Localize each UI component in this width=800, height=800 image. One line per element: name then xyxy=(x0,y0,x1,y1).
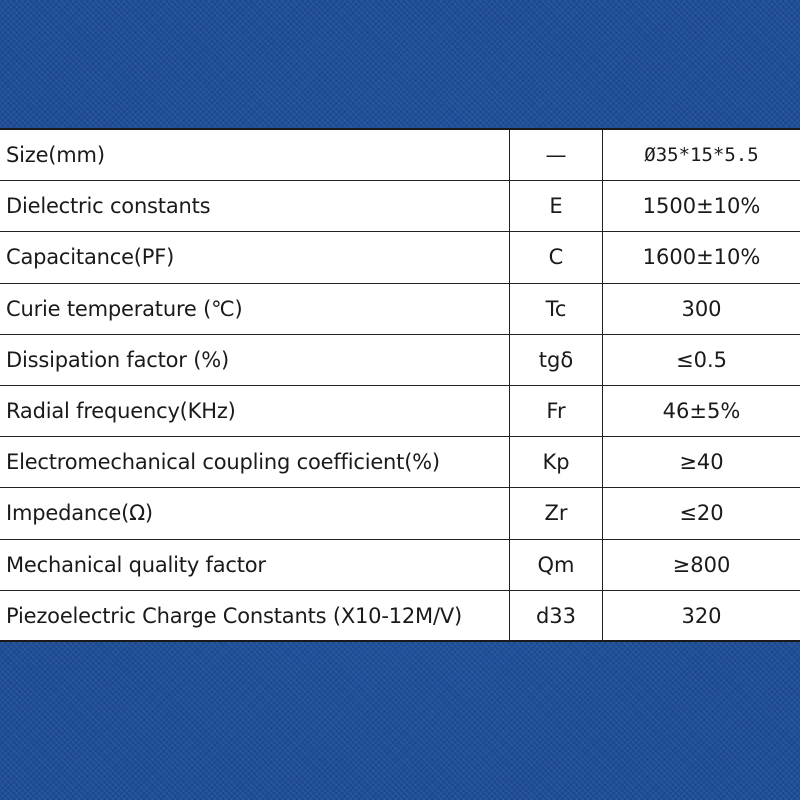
table-row-size xyxy=(0,130,800,181)
parameter-cell: Impedance(Ω) xyxy=(0,488,510,538)
parameter-cell: Mechanical quality factor xyxy=(0,540,510,590)
table-row-dissipation-factor xyxy=(0,335,800,386)
value-cell: 46±5% xyxy=(662,399,741,424)
table-row-capacitance xyxy=(0,232,800,283)
table-row-curie-temperature xyxy=(0,284,800,335)
symbol-cell: Zr xyxy=(510,488,603,538)
parameter-cell: Size(mm) xyxy=(0,130,510,180)
table-row-coupling-coefficient xyxy=(0,437,800,488)
parameter-cell: Capacitance(PF) xyxy=(0,232,510,282)
symbol-cell: — xyxy=(510,130,603,180)
symbol-cell: E xyxy=(510,181,603,231)
value-cell: ≥800 xyxy=(672,552,731,577)
value-cell: 300 xyxy=(681,296,722,321)
table-row-dielectric-constants xyxy=(0,181,800,232)
symbol-cell: Tc xyxy=(510,284,603,334)
symbol-cell: tgδ xyxy=(510,335,603,385)
value-cell: ≥40 xyxy=(679,450,724,475)
parameter-cell: Dielectric constants xyxy=(0,181,510,231)
parameter-cell: Curie temperature (℃) xyxy=(0,284,510,334)
value-cell: 1600±10% xyxy=(642,245,761,270)
symbol-cell: Qm xyxy=(510,540,603,590)
value-cell: Ø35*15*5.5 xyxy=(644,144,759,167)
table-row-impedance xyxy=(0,488,800,539)
table-row-charge-constants xyxy=(0,591,800,642)
table-row-radial-frequency xyxy=(0,386,800,437)
parameter-cell: Piezoelectric Charge Constants (X10-12M/V) xyxy=(0,591,510,642)
value-cell: ≤20 xyxy=(679,501,724,526)
parameter-cell: Dissipation factor (%) xyxy=(0,335,510,385)
parameter-cell: Radial frequency(KHz) xyxy=(0,386,510,436)
table-row-quality-factor xyxy=(0,540,800,591)
symbol-cell: d33 xyxy=(510,591,603,642)
parameter-cell: Electromechanical coupling coefficient(%) xyxy=(0,437,510,487)
symbol-cell: C xyxy=(510,232,603,282)
value-cell: 320 xyxy=(681,604,722,629)
symbol-cell: Fr xyxy=(510,386,603,436)
spec-table xyxy=(0,128,800,642)
symbol-cell: Kp xyxy=(510,437,603,487)
value-cell: 1500±10% xyxy=(642,194,761,219)
value-cell: ≤0.5 xyxy=(676,347,727,372)
